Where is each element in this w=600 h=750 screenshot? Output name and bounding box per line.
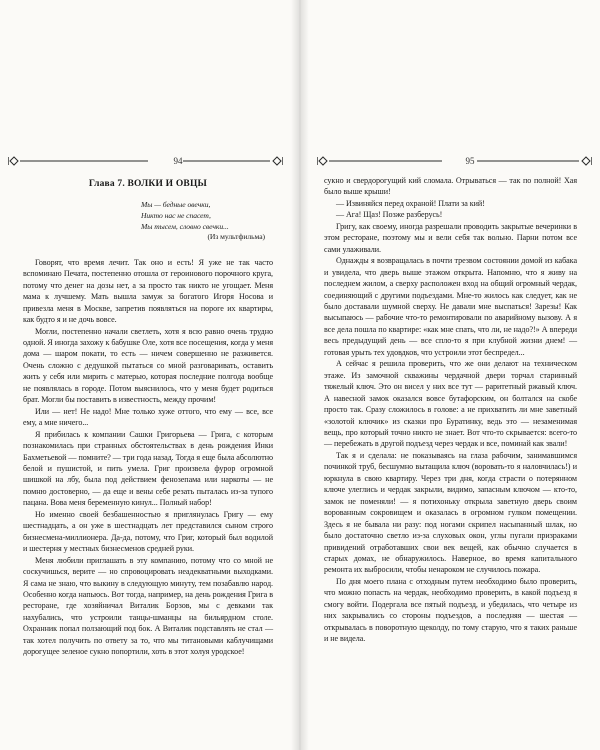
paragraph: Могли, постепенно начали светлеть, хотя я всю равно очень трудно одной. Я иногда захожу к бабушке Оле, хотя все посещения, когда у меня дома — шаром покати, то есть — ничем совершенно не разживется. Очень сложно с дедушкой пытаться со мной разговаривать, оставить жить у себя или мирить с матерью, которая последние полгода вообще не появлялась в городе. Потом выяснилось, что у меня будет родиться брат. Могли бы поставить в известность, между прочим! bbox=[23, 326, 273, 405]
paragraph: Говорят, что время лечит. Так оно и есть! Я уже не так часто вспоминаю Печата, постепенно отошла от героинового порочного круга, потому что денег на дозы нет, а за просто так никто не угощает. Меня мама к лучшему. Мать вышла замуж за богатого Игоря Носова и привезла меня в Москве, запретив появляться на пороге их квартиры, как будто я и не дочь вовсе. bbox=[23, 257, 273, 325]
paragraph: Григу, как своему, иногда разрешали проводить закрытые вечеринки в этом ресторане, поэтому мы и вели себя так вольно. Парни потом все сами улаживали. bbox=[324, 221, 577, 254]
paragraph: Но именно своей безбашенностью я приглянулась Григу — ему шестнадцать, а он уже в шестнадцать лет представился сыном строго бизнесмена-миллионера. Да-да, потому, что Григ, который был водилой и шестерня у местных бизнесменов средней руки. bbox=[23, 509, 273, 554]
epigraph-line: Никто нас не спасет, bbox=[141, 211, 211, 221]
epigraph bbox=[141, 200, 273, 242]
right-text-block bbox=[324, 175, 577, 645]
epigraph-line: Мы — бедные овечки, bbox=[141, 200, 211, 210]
paragraph: Меня любили приглашать в эту компанию, потому что со мной не соскучишься, верите — но спровоцировать неадекватными выходками. Я сама не знаю, что выкину в следующую минуту, тем позабавлю народ. Особенно когда напьюсь. Вот тогда, например, на день рождения Грига в ресторане, где хозяйничал Виталик Борзов, мы с девками так нахубались, что устроили танцы-шманцы на бильярдном столе. Охранник попал ползающий под бок. А Виталик подставлять не стал — так хотел получить по ответу за то, что мы титановыми каблучищами дорогущее зеленое сукно попортили, хоть в этот холуя уродское! bbox=[23, 555, 273, 657]
paragraph: сукно и свердорогущий кий сломала. Отрываться — так по полной! Хая было выше крыши! bbox=[324, 176, 577, 197]
right-page bbox=[300, 0, 600, 750]
chapter-title: Глава 7. ВОЛКИ И ОВЦЫ bbox=[88, 179, 208, 189]
left-text-block bbox=[23, 175, 273, 658]
book-gutter bbox=[291, 0, 309, 750]
epigraph-attribution: (Из мультфильма) bbox=[207, 232, 265, 242]
paragraph: Или — нет! Не надо! Мне только хуже оттого, что ему — все, все ему, а мне ничего... bbox=[23, 406, 273, 428]
ornament-rule-icon bbox=[8, 155, 283, 171]
paragraph: По дня моего плана с отходным путем необходимо было проверить, что можно попасть на чердак, необходимо проверить, в какой подъезд я смогу войти. Подергала все пятый подъезд, и убедилась, что четыре из них закрывались со стороны подъездов, а последняя — шестая — открывалась в поворотную щеколду, по тому старую, что я таких раньше и не видела. bbox=[324, 576, 577, 644]
epigraph-line: Мы тысем, словно свечки... bbox=[141, 221, 229, 231]
paragraph: Однажды я возвращалась в почти трезвом состоянии домой из кабака и увидела, что дверь выше этажом открыта. Напомню, что я живу на последнем жилом, а сверху расположен вход на общий огромный чердак, соединяющий с другими подъездами. Мне-то жилось как следует, как не было доставали шумной сверху. Не давали мне выспаться! Зарезы! Как высыпаюсь — рабочие что-то ремонтировали по аварийному вызову. А я все дела пошла по квартире: «как мне спать, что ли, не надо?!» А впереди весь предыдущий день — все спло-то я при клубной жизни днем! — готовая урыть тех удовдков, что устроили этот беспредел... bbox=[324, 256, 577, 357]
page-number: 94 bbox=[173, 156, 183, 166]
dialogue-line: — Извиняйся перед охраной! Плати за кий! bbox=[336, 198, 485, 208]
paragraph: Так я и сделала: не показываясь на глаза рабочим, занимавшимся починкой труб, бесшумно вытащила ключ (воровать-то я наловчилась!) и юркнула в свою квартиру. Через три дня, когда страсти о потерянном ключе улеглись и чердак закрыли, видимо, запасным ключом — кто-то, замок не поменяли! — я потихоньку открыла заветную дверь своим ворованным сокровищем и оказалась в огромном гулком помещении. Здесь я не бывала ни разу: под ногами скрипел насыпанный шлак, но было достаточно светло из-за слуховых окон, углы пугали призраками привидений отработавших свои век вещей, как обычно случается в старых домах, не обнаружилось. Наверное, во время капитального ремонта их выбросили, чтобы ненароком не случилось пожара. bbox=[324, 450, 577, 575]
dialogue-line: — Ага! Щаз! Позже разберусь! bbox=[336, 210, 443, 220]
paragraph: Я прибилась к компании Сашки Григорьева — Грига, с которым познакомилась при странных обстоятельствах в день рождения Инки Бахметьевой — помните? — три года назад. Тогда я еще была абсолютно белой и пушистой, и пить умела. Григ произвела фурор огромной шишкой на лбу, была под действием фенозепама или наркоты — не помню достоверно, — да еще и вены себе резать пыталась из-за тупого пацана. Вова меня беременную кинул... Полный набор! bbox=[23, 429, 273, 508]
right-page-header bbox=[317, 155, 592, 171]
left-page-header bbox=[8, 155, 283, 171]
page-number: 95 bbox=[465, 156, 475, 166]
paragraph: А сейчас я решила проверить, что же они делают на техническом этаже. Из замочной скважины чердачной двери торчал старинный тяжелый ключ. Это он висел у них все тут — раритетный ржавый ключ. А навесной замок оказался вовсе бутафорским, он болтался на скобе просто так. Сразу сложилось в голове: а не прихватить ли мне заветный «золотой ключик» из сказки про Буратинку, ведь это — незаменимая вещь, про который точно никто не знает. Вот что-то скрывается: всего-то — перебежать в другой подъезд через чердак и все, поминай как звали! bbox=[324, 359, 577, 449]
